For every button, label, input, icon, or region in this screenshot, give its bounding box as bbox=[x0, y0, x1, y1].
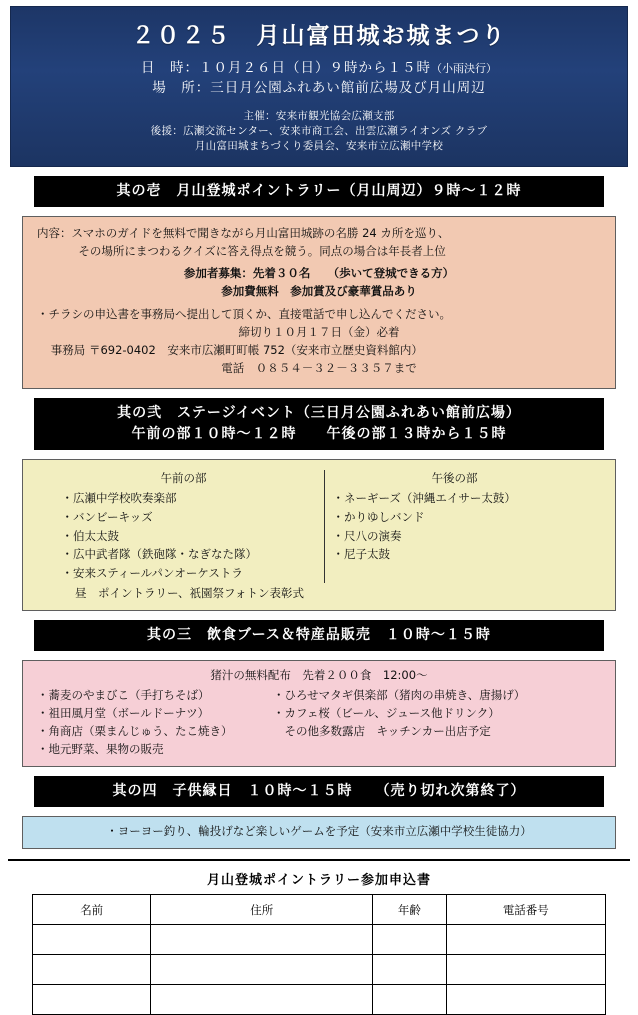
section-1-recruit: 参加者募集：先着３０名 （歩いて登城できる方） bbox=[183, 265, 455, 280]
application-table bbox=[32, 894, 606, 1015]
stage-morning-list bbox=[62, 489, 306, 582]
cell-name[interactable] bbox=[33, 985, 151, 1015]
food-item: ・ひろせマタギ倶楽部（猪肉の串焼き、唐揚げ） bbox=[273, 688, 526, 703]
section-3-heading: 其の三 飲食ブース＆特産品販売 １０時～１５時 bbox=[34, 620, 604, 651]
section-1-note-1: ・チラシの申込書を事務局へ提出して頂くか、直接電話で申し込んでください。 bbox=[37, 307, 451, 322]
credit-line-3: 月山富田城まちづくり委員会、安来市立広瀬中学校 bbox=[194, 139, 444, 152]
event-header bbox=[10, 6, 628, 167]
cell-name[interactable] bbox=[33, 925, 151, 955]
list-item: ・広中武者隊（鉄砲隊・なぎなた隊） bbox=[61, 547, 257, 562]
column-header-address: 住所 bbox=[151, 895, 373, 925]
food-item: ・角商店（栗まんじゅう、たこ焼き） bbox=[37, 723, 233, 738]
section-2-body bbox=[22, 459, 616, 612]
stage-morning-title: 午前の部 bbox=[160, 470, 207, 485]
food-row-3 bbox=[37, 723, 601, 741]
stage-morning-column bbox=[62, 470, 306, 583]
event-date-line bbox=[17, 58, 621, 78]
event-place-line: 場 所：三日月公園ふれあい館前広場及び月山周辺 bbox=[152, 80, 486, 97]
form-title: 月山登城ポイントラリー参加申込書 bbox=[206, 873, 431, 889]
food-item: ・祖田風月堂（ボールドーナツ） bbox=[37, 706, 210, 721]
stage-afternoon-list bbox=[333, 489, 577, 564]
list-item: ・伯太太鼓 bbox=[61, 528, 119, 543]
cell-age[interactable] bbox=[373, 925, 447, 955]
credit-line-1: 主催：安来市観光協会広瀬支部 bbox=[243, 109, 395, 122]
stage-columns bbox=[37, 470, 601, 583]
section-1-note-4: 電話 ０８５４－３２－３３５７まで bbox=[221, 360, 417, 375]
column-header-age: 年齢 bbox=[373, 895, 447, 925]
section-1-heading: 其の壱 月山登城ポイントラリー（月山周辺）９時～１２時 bbox=[34, 176, 604, 207]
stage-afternoon-title: 午後の部 bbox=[431, 470, 478, 485]
section-2-heading bbox=[34, 398, 604, 450]
column-header-name: 名前 bbox=[33, 895, 151, 925]
food-item: ・地元野菜、果物の販売 bbox=[37, 741, 164, 756]
credit-line-2: 後援：広瀬交流センター、安来市商工会、出雲広瀬ライオンズ クラブ bbox=[150, 124, 488, 137]
food-item: その他多数露店 キッチンカー出店予定 bbox=[273, 723, 491, 738]
table-row[interactable] bbox=[33, 955, 606, 985]
application-form bbox=[8, 859, 630, 1015]
section-4-body bbox=[22, 816, 616, 849]
list-item: ・尺八の演奏 bbox=[332, 528, 402, 543]
food-row-1 bbox=[37, 687, 601, 705]
list-item: ・かりゆしバンド bbox=[332, 510, 425, 525]
stage-afternoon-column bbox=[324, 470, 577, 583]
table-row[interactable] bbox=[33, 985, 606, 1015]
kids-games-line: ・ヨーヨー釣り、輪投げなど楽しいゲームを予定（安来市立広瀬中学校生徒協力） bbox=[106, 824, 532, 839]
cell-phone[interactable] bbox=[446, 925, 605, 955]
cell-phone[interactable] bbox=[446, 985, 605, 1015]
section-3-body bbox=[22, 660, 616, 767]
cell-age[interactable] bbox=[373, 985, 447, 1015]
stage-noon-note: 昼 ポイントラリー、祇園祭フォトン表彰式 bbox=[75, 585, 304, 600]
section-2-heading-line-2: 午前の部１０時～１２時 午後の部１３時から１５時 bbox=[131, 425, 507, 442]
cell-address[interactable] bbox=[151, 925, 373, 955]
cell-address[interactable] bbox=[151, 985, 373, 1015]
section-4-heading: 其の四 子供縁日 １０時～１５時 （売り切れ次第終了） bbox=[34, 776, 604, 807]
section-1-free: 参加費無料 参加賞及び豪華賞品あり bbox=[221, 283, 417, 298]
column-header-phone: 電話番号 bbox=[446, 895, 605, 925]
list-item: ・安来スティールパンオーケストラ bbox=[61, 565, 243, 580]
event-date-note: （小雨決行） bbox=[431, 62, 497, 75]
cell-phone[interactable] bbox=[446, 955, 605, 985]
section-1-line-1: 内容：スマホのガイドを無料で聞きながら月山富田城跡の名勝 24 カ所を巡り、 bbox=[37, 226, 450, 241]
cell-name[interactable] bbox=[33, 955, 151, 985]
food-item: ・蕎麦のやまびこ（手打ちそば） bbox=[37, 688, 210, 703]
food-row-4 bbox=[37, 741, 601, 759]
section-1-line-2: その場所にまつわるクイズに答え得点を競う。同点の場合は年長者上位 bbox=[78, 243, 446, 258]
list-item: ・ネーギーズ（沖縄エイサー太鼓） bbox=[332, 491, 516, 506]
section-2-heading-line-1: 其の弐 ステージイベント（三日月公園ふれあい館前広場） bbox=[117, 404, 521, 421]
event-date-text: 日 時：１０月２６日（日）９時から１５時 bbox=[141, 60, 431, 76]
section-1-body bbox=[22, 216, 616, 389]
page-title: ２０２５ 月山富田城お城まつり bbox=[131, 23, 507, 49]
cell-age[interactable] bbox=[373, 955, 447, 985]
list-item: ・広瀬中学校吹奏楽部 bbox=[61, 491, 177, 506]
food-row-2 bbox=[37, 705, 601, 723]
list-item: ・尼子太鼓 bbox=[332, 547, 390, 562]
section-1-note-2: 締切り１０月１７日（金）必着 bbox=[238, 325, 400, 340]
food-free-soup: 猪汁の無料配布 先着２００食 12:00～ bbox=[210, 668, 428, 683]
table-row[interactable] bbox=[33, 925, 606, 955]
section-1-note-3: 事務局 〒692-0402 安来市広瀬町町帳 752（安来市立歴史資料館内） bbox=[50, 343, 423, 358]
cell-address[interactable] bbox=[151, 955, 373, 985]
food-item: ・カフェ桜（ビール、ジュース他ドリンク） bbox=[273, 706, 500, 721]
table-header-row bbox=[33, 895, 606, 925]
list-item: ・バンビーキッズ bbox=[61, 510, 153, 525]
event-credits bbox=[17, 109, 621, 155]
